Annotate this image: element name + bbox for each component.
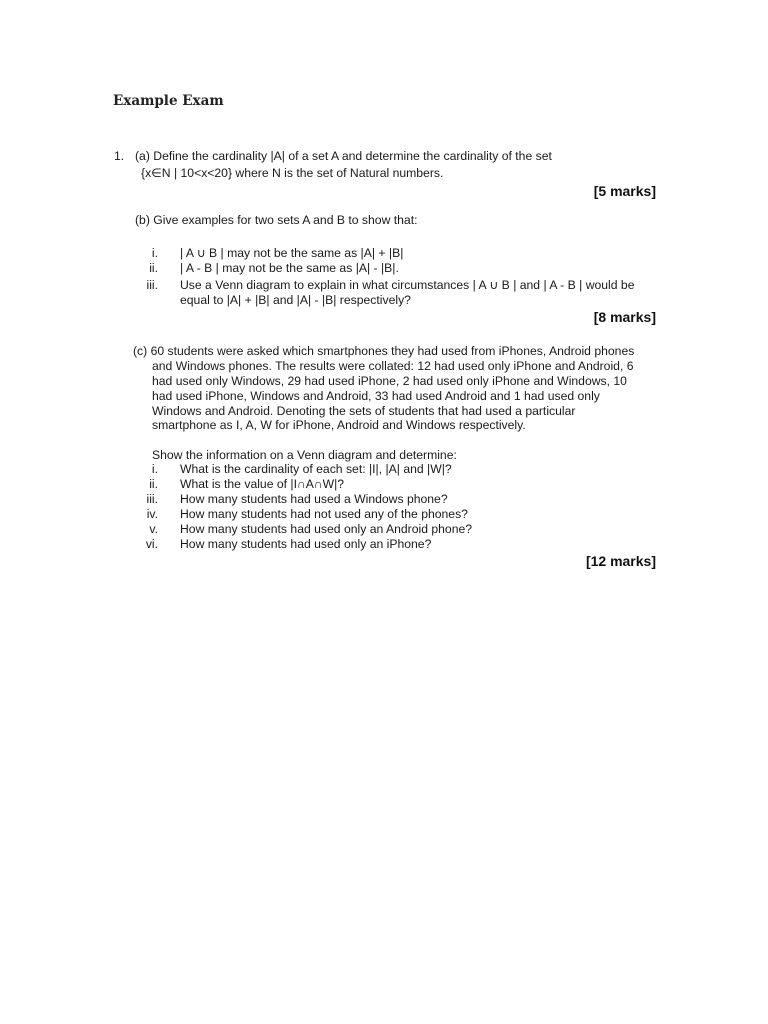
part-c-line: smartphone as I, A, W for iPhone, Android and Windows respectively. xyxy=(152,418,526,432)
part-b-item-number: iii. xyxy=(146,278,158,292)
part-c-line: (c) 60 students were asked which smartphones they had used from iPhones, Android phones xyxy=(133,344,635,358)
part-c-marks: [12 marks] xyxy=(585,553,656,569)
part-c-instruction: Show the information on a Venn diagram and determine: xyxy=(152,448,457,462)
part-c-item-number: v. xyxy=(149,522,158,536)
part-c-line: had used iPhone, Windows and Android, 33 had used Android and 1 had used only xyxy=(152,389,600,403)
part-c-item-text: How many students had used only an Android phone? xyxy=(180,522,473,536)
part-a-line-1: (a) Define the cardinality |A| of a set A and determine the cardinality of the set xyxy=(135,149,552,163)
part-b-item-text: Use a Venn diagram to explain in what circumstances | A ∪ B | and | A - B | would be xyxy=(180,278,635,292)
part-c-item-number: ii. xyxy=(149,477,158,491)
part-c-line: Windows and Android. Denoting the sets of students that had used a particular xyxy=(152,404,576,418)
part-b-intro: (b) Give examples for two sets A and B to show that: xyxy=(135,213,418,227)
part-c-item-number: iii. xyxy=(146,492,158,506)
part-c-item-number: i. xyxy=(151,462,158,476)
part-b-item-text: | A ∪ B | may not be the same as |A| + |B| xyxy=(180,246,404,260)
part-c-item-number: iv. xyxy=(146,507,158,521)
part-b-item-text-continued: equal to |A| + |B| and |A| - |B| respectively? xyxy=(180,293,411,307)
part-c-item-number: vi. xyxy=(145,537,158,551)
part-c-item-text: How many students had used only an iPhone? xyxy=(180,537,432,551)
part-a-line-2: {x∈N | 10<x<20} where N is the set of Natural numbers. xyxy=(141,166,444,180)
part-c-item-text: What is the cardinality of each set: |I|, |A| and |W|? xyxy=(180,462,452,476)
part-b-item-text: | A - B | may not be the same as |A| - |B|. xyxy=(180,261,399,275)
part-c-item-text: How many students had not used any of the phones? xyxy=(180,507,468,521)
part-c-line: and Windows phones. The results were collated: 12 had used only iPhone and Android, 6 xyxy=(152,359,634,373)
part-a-marks: [5 marks] xyxy=(593,183,656,199)
question-number: 1. xyxy=(114,149,125,163)
part-b-marks: [8 marks] xyxy=(593,309,656,325)
part-b-item-number: ii. xyxy=(149,261,158,275)
part-c-line: had used only Windows, 29 had used iPhone, 2 had used only iPhone and Windows, 10 xyxy=(152,374,627,388)
part-c-item-text: How many students had used a Windows phone? xyxy=(180,492,448,506)
part-b-item-number: i. xyxy=(151,246,158,260)
page-title: Example Exam xyxy=(113,93,224,109)
part-c-item-text: What is the value of |I∩A∩W|? xyxy=(180,477,345,491)
